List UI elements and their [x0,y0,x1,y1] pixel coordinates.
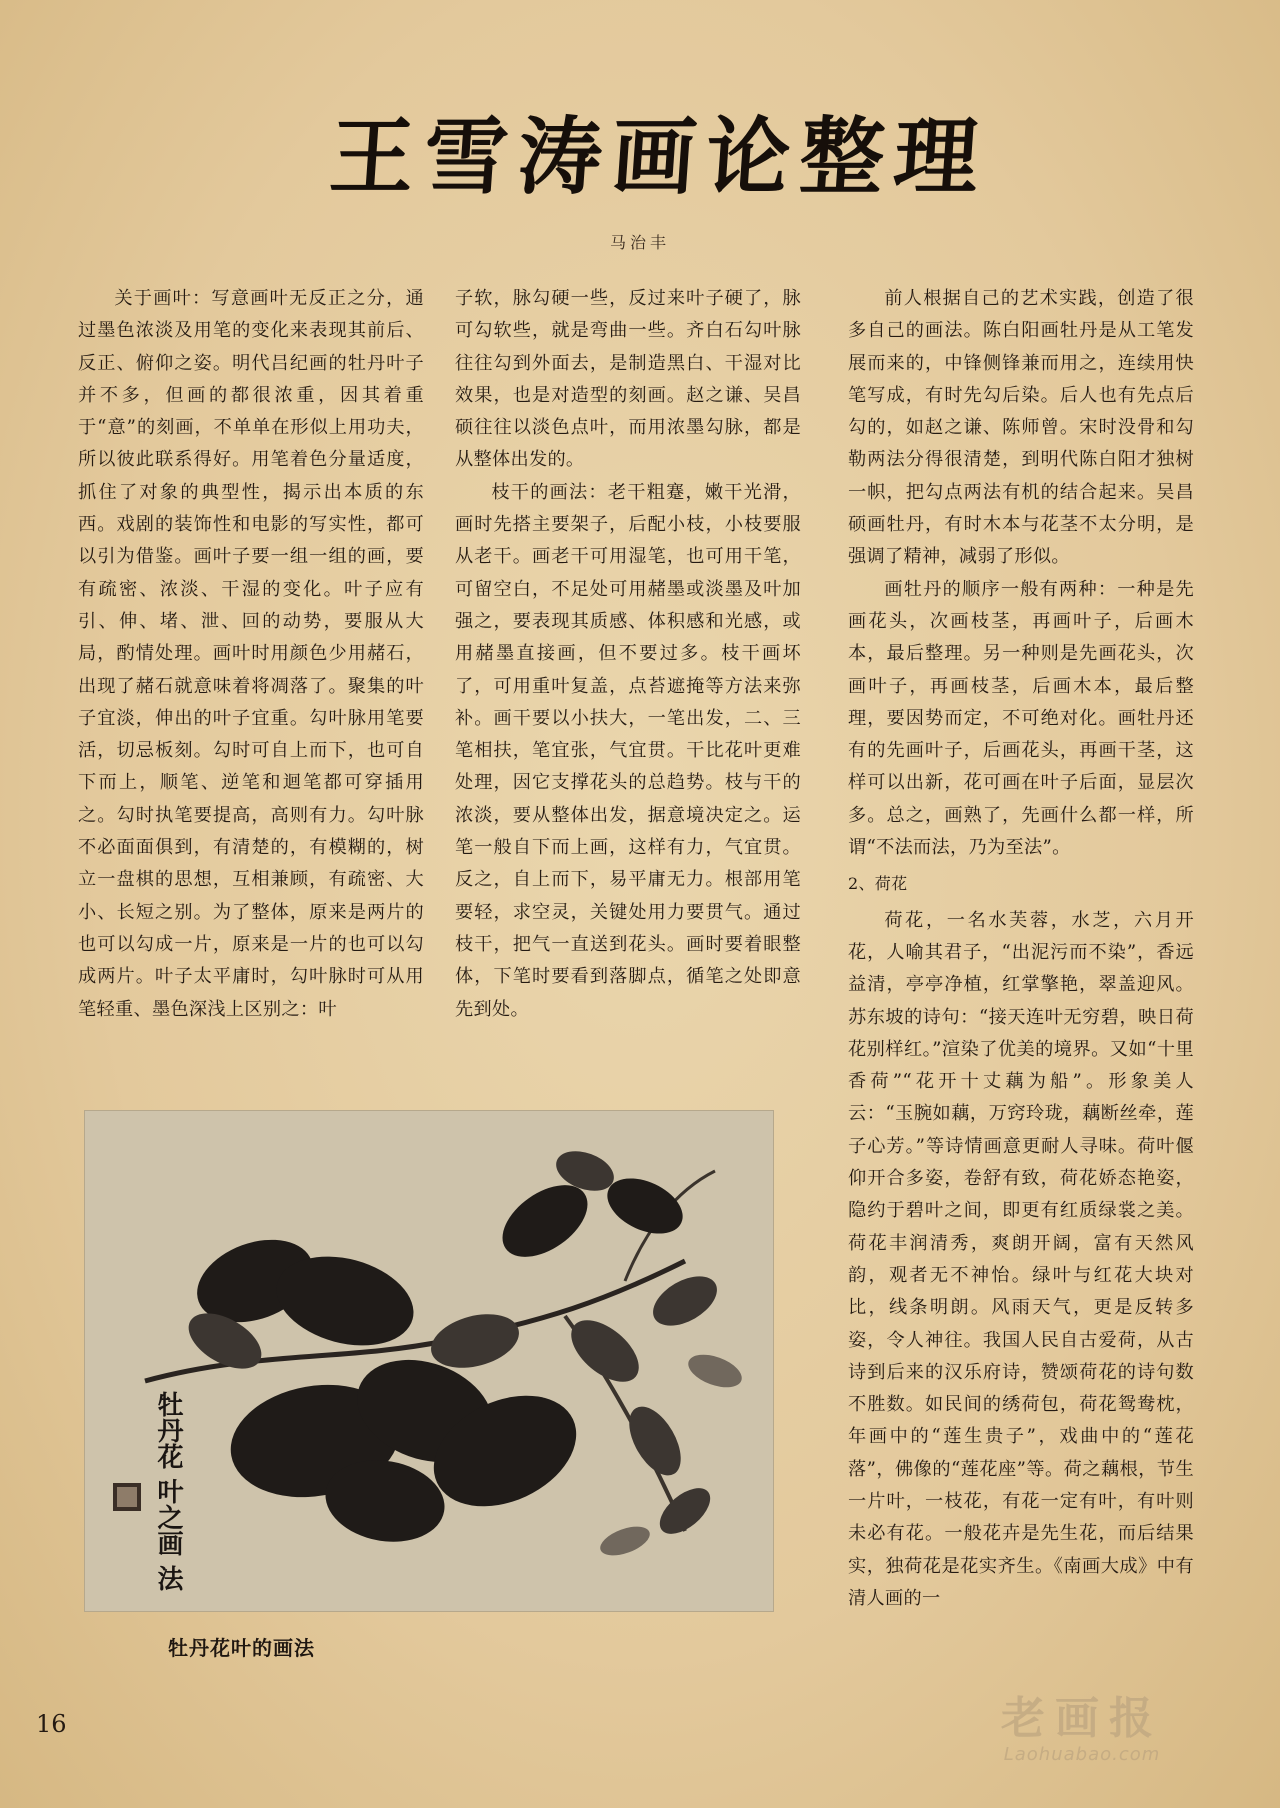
text-column-3 [848,283,1194,1615]
peony-leaf-painting [84,1110,774,1612]
paragraph-predecessors: 前人根据自己的艺术实践，创造了很多自己的画法。陈白阳画牡丹是从工笔发展而来的，中锋侧锋兼而用之，连续用快笔写成，有时先勾后染。后人也有先点后勾的，如赵之谦、陈师曾。宋时没骨和勾勒两法分得很清楚，到明代陈白阳才独树一帜，把勾点两法有机的结合起来。吴昌硕画牡丹，有时木本与花茎不太分明，是强调了精神，减弱了形似。 [848,288,1194,568]
paragraph-leaf-painting: 关于画叶：写意画叶无反正之分，通过墨色浓淡及用笔的变化来表现其前后、反正、俯仰之姿。明代吕纪画的牡丹叶子并不多，但画的都很浓重，因其着重于“意”的刻画，不单单在形似上用功夫，所以彼此联系得好。用笔着色分量适度，抓住了对象的典型性，揭示出本质的东西。戏剧的装饰性和电影的写实性，都可以引为借鉴。画叶子要一组一组的画，要有疏密、浓淡、干湿的变化。叶子应有引、伸、堵、泄、回的动势，要服从大局，酌情处理。画叶时用颜色少用赭石，出现了赭石就意味着将凋落了。聚集的叶子宜淡，伸出的叶子宜重。勾叶脉用笔要活，切忌板刻。勾时可自上而下，也可自下而上，顺笔、逆笔和迴笔都可穿插用之。勾时执笔要提高，高则有力。勾叶脉不必面面俱到，有清楚的，有模糊的，树立一盘棋的思想，互相兼顾，有疏密、大小、长短之别。为了整体，原来是两片的也可以勾成一片，原来是一片的也可以勾成两片。叶子太平庸时，勾叶脉时可从用笔轻重、墨色深浅上区别之：叶 [78,288,424,1020]
watermark [962,1694,1202,1765]
ink-painting-illustration [85,1111,773,1611]
watermark-cn: 老画报 [1001,1693,1163,1744]
figure-caption: 牡丹花叶的画法 [168,1636,315,1660]
paragraph-peony-order: 画牡丹的顺序一般有两种：一种是先画花头，次画枝茎，再画叶子，后画木本，最后整理。另一种则是先画花头，次画叶子，再画枝茎，后画木本，最后整理，要因势而定，不可绝对化。画牡丹还有的先画叶子，后画花头，再画干茎，这样可以出新，花可画在叶子后面，显层次多。总之，画熟了，先画什么都一样，所谓“不法而法，乃为至法”。 [848,578,1194,859]
text-column-2 [455,283,801,1026]
paragraph-leaf-continued: 子软，脉勾硬一些，反过来叶子硬了，脉可勾软些，就是弯曲一些。齐白石勾叶脉往往勾到外面去，是制造黑白、干湿对比效果，也是对造型的刻画。赵之谦、吴昌硕往往以淡色点叶，而用浓墨勾脉，都是从整体出发的。 [455,288,801,471]
text-column-1 [78,283,424,1026]
watermark-en: Laohuabao.com [1003,1744,1161,1765]
page-number: 16 [36,1710,67,1738]
paragraph-branch-painting: 枝干的画法：老干粗蹇，嫩干光滑，画时先搭主要架子，后配小枝，小枝要服从老干。画老干可用湿笔，也可用干笔，可留空白，不足处可用赭墨或淡墨及叶加强之，要表现其质感、体积感和光感，或用赭墨直接画，但不要过多。枝干画坏了，可用重叶复盖，点苔遮掩等方法来弥补。画干要以小扶大，一笔出发，二、三笔相扶，笔宜张，气宜贯。干比花叶更难处理，因它支撑花头的总趋势。枝与干的浓淡，要从整体出发，据意境决定之。运笔一般自下而上画，这样有力，气宜贯。反之，自上而下，易平庸无力。根部用笔要轻，求空灵，关键处用力要贯气。通过枝干，把气一直送到花头。画时要着眼整体，下笔时要看到落脚点，循笔之处即意先到处。 [455,481,801,1020]
paragraph-lotus: 荷花，一名水芙蓉，水芝，六月开花，人喻其君子，“出泥污而不染”，香远益清，亭亭净植，红掌擎艳，翠盖迎风。苏东坡的诗句：“接天连叶无穷碧，映日荷花别样红。”渲染了优美的境界。又如“十里香荷”“花开十丈藕为船”。形象美人云：“玉腕如藕，万窍玲珑，藕断丝牵，莲子心芳。”等诗情画意更耐人寻味。荷叶偃仰开合多姿，卷舒有致，荷花娇态艳姿，隐约于碧叶之间，即更有红质绿裳之美。荷花丰润清秀，爽朗开阔，富有天然风韵，观者无不神怡。绿叶与红花大块对比，线条明朗。风雨天气，更是反转多姿，令人神往。我国人民自古爱荷，从古诗到后来的汉乐府诗，赞颂荷花的诗句数不胜数。如民间的绣荷包，荷花鸳鸯枕，年画中的“莲生贵子”，戏曲中的“莲花落”，佛像的“莲花座”等。荷之藕根，节生一片叶，一枝花，有花一定有叶，有叶则未必有花。一般花卉是先生花，而后结果实，独荷花是花实齐生。《南画大成》中有清人画的一 [848,909,1194,1609]
subheading-lotus: 2、荷花 [848,874,908,894]
article-author: 马治丰 [609,233,670,252]
article-title: 王雪涛画论整理 [326,107,992,206]
painting-inscription: 牡丹花 叶之画 法 [153,1391,183,1592]
